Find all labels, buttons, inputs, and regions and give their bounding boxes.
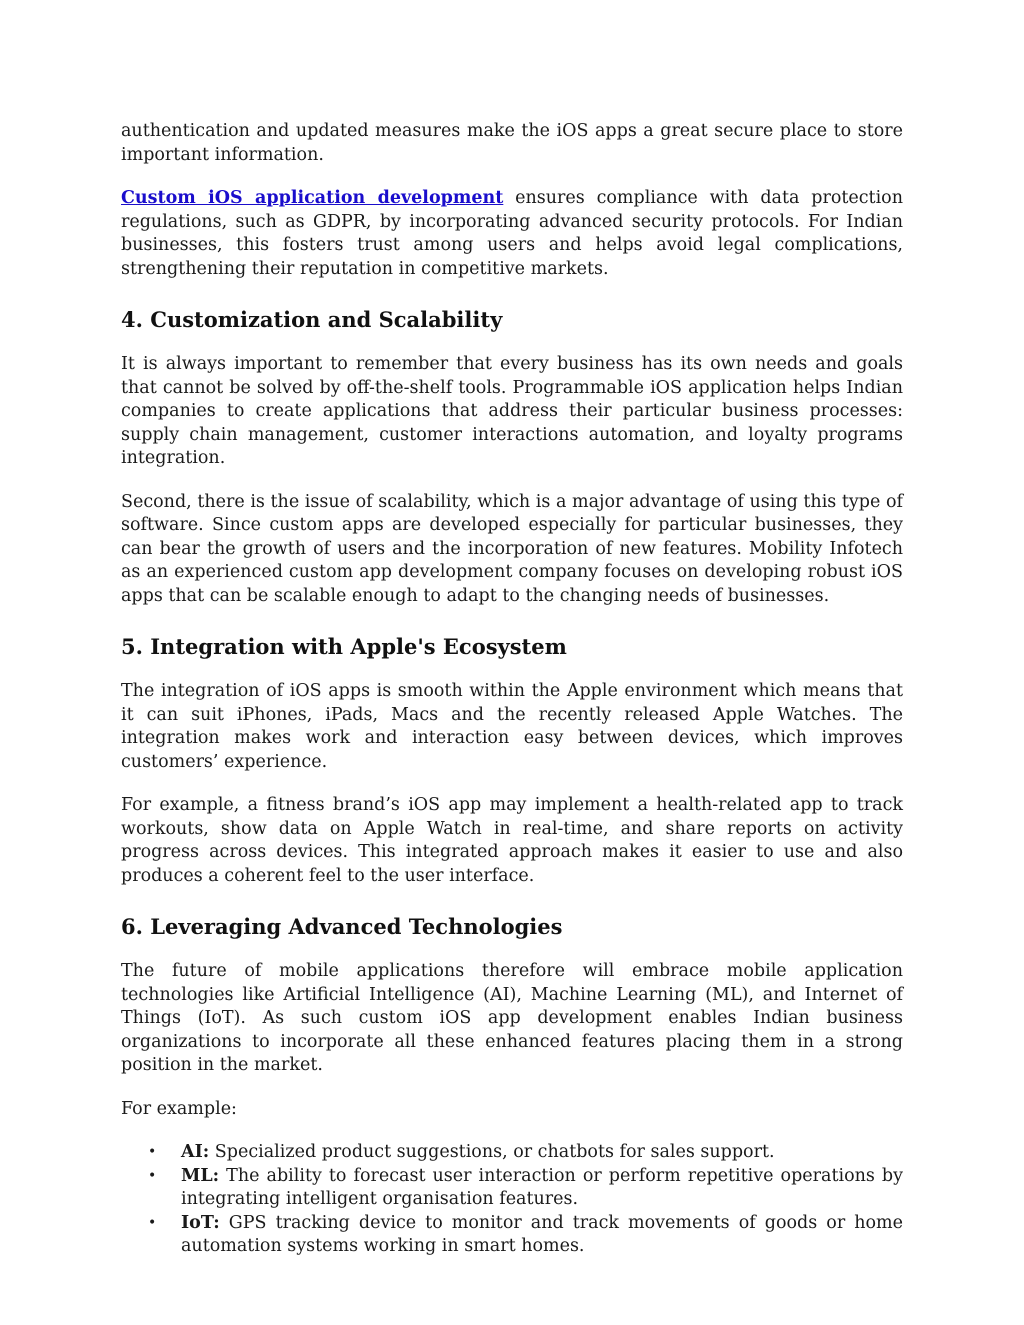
list-item-ml [121,1165,903,1212]
list-item-term: ML: [181,1165,220,1186]
list-item-text: Specialized product suggestions, or chatbots for sales support. [209,1142,775,1162]
heading-apple-ecosystem: 5. Integration with Apple's Ecosystem [121,634,567,659]
document-page [121,120,903,1259]
heading-customization-scalability: 4. Customization and Scalability [121,307,503,332]
ecosystem-paragraph: The integration of iOS apps is smooth within the Apple environment which means that it can suit iPhones, iPads, Macs and the recently released Apple Watches. The integration makes work and interaction easy between devices, which improves customers’ experience. [121,681,903,772]
compliance-paragraph [121,187,903,281]
list-item-ai [121,1141,903,1165]
bullet-icon: • [148,1214,157,1231]
list-item-term: IoT: [181,1212,220,1233]
list-item-text: The ability to forecast user interaction or perform repetitive operations by integrating intelligent organisation features. [181,1165,903,1209]
heading-advanced-technologies: 6. Leveraging Advanced Technologies [121,914,563,939]
scalability-paragraph: Second, there is the issue of scalability, which is a major advantage of using this type of software. Since custom apps are developed especially for particular businesses, they can bear the growth of users and the incorporation of new features. Mobility Infotech as an experienced custom app development company focuses on developing robust iOS apps that can be scalable enough to adapt to the changing needs of businesses. [121,491,903,606]
bullet-icon: • [148,1167,157,1184]
compliance-paragraph-text: ensures compliance with data protection regulations, such as GDPR, by incorporating advanced security protocols. For Indian businesses, this fosters trust among users and helps avoid legal complications, strengthening their reputation in competitive markets. [121,188,903,279]
customization-paragraph: It is always important to remember that every business has its own needs and goals that cannot be solved by off-the-shelf tools. Programmable iOS application helps Indian companies to create applications that address their particular business processes: supply chain management, customer interactions automation, and loyalty programs integration. [121,354,903,468]
intro-paragraph: authentication and updated measures make the iOS apps a great secure place to store important information. [121,121,903,165]
list-item-iot [121,1212,903,1259]
technology-list [121,1141,903,1259]
list-item-text: GPS tracking device to monitor and track movements of goods or home automation systems working in smart homes. [181,1212,903,1256]
fitness-example-paragraph: For example, a fitness brand’s iOS app may implement a health-related app to track workouts, show data on Apple Watch in real-time, and share reports on activity progress across devices. This integrated approach makes it easier to use and also produces a coherent feel to the user interface. [121,795,903,886]
for-example-label: For example: [121,1098,237,1119]
custom-ios-development-link[interactable]: Custom iOS application development [121,188,504,208]
technologies-paragraph: The future of mobile applications therefore will embrace mobile application technologies like Artificial Intelligence (AI), Machine Learning (ML), and Internet of Things (IoT). As such custom iOS app development enables Indian business organizations to incorporate all these enhanced features placing them in a strong position in the market. [121,961,903,1075]
bullet-icon: • [148,1144,157,1160]
list-item-term: AI: [181,1142,210,1162]
